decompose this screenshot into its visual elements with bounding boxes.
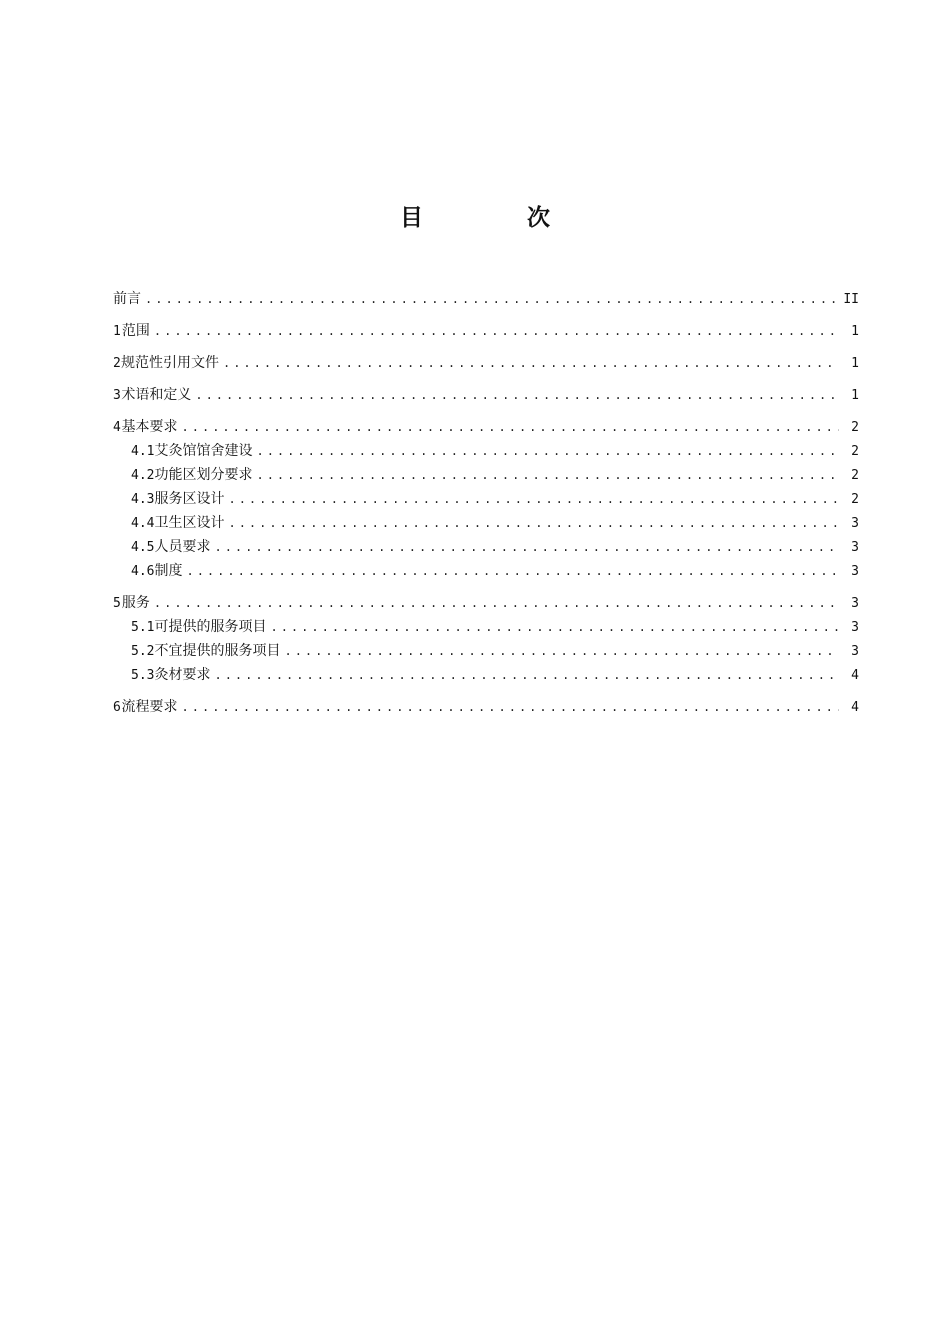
toc-page-number: 3 — [851, 564, 859, 579]
toc-entry-foreword[interactable] — [113, 287, 859, 311]
toc-entry-4-5[interactable] — [113, 535, 859, 559]
dot-leader — [214, 663, 839, 687]
toc-entry-label: 基本要求 — [121, 419, 178, 435]
toc-entry-label: 服务 — [121, 595, 150, 611]
toc-page-number: 1 — [851, 388, 859, 403]
toc-entry-5-3[interactable] — [113, 663, 859, 687]
toc-entry-4-4[interactable] — [113, 511, 859, 535]
dot-leader — [256, 463, 839, 487]
toc-entry-5-2[interactable] — [113, 639, 859, 663]
toc-entry-number: 2 — [113, 356, 121, 371]
toc-page-number: 2 — [851, 444, 859, 459]
toc-entry-number: 4.1 — [131, 444, 155, 459]
toc-entry-3[interactable] — [113, 383, 859, 407]
toc-entry-label: 卫生区设计 — [154, 515, 225, 531]
toc-page-number: 1 — [851, 324, 859, 339]
toc-entry-4-1[interactable] — [113, 439, 859, 463]
dot-leader — [228, 487, 839, 511]
toc-entry-number: 4.6 — [131, 564, 155, 579]
toc-entry-4-2[interactable] — [113, 463, 859, 487]
toc-page-number: 3 — [851, 540, 859, 555]
dot-leader — [182, 695, 839, 719]
page-title: 目 次 — [399, 205, 598, 231]
toc-page-number: 2 — [851, 492, 859, 507]
toc-entry-5-1[interactable] — [113, 615, 859, 639]
toc-entry-4-6[interactable] — [113, 559, 859, 583]
toc-entry-number: 4.5 — [131, 540, 155, 555]
toc-entry-number: 4 — [113, 420, 121, 435]
toc-page-number: 4 — [851, 668, 859, 683]
dot-leader — [223, 351, 839, 375]
toc-entry-number: 4.4 — [131, 516, 155, 531]
dot-leader — [186, 559, 839, 583]
dot-leader — [228, 511, 839, 535]
toc-entry-number: 3 — [113, 388, 121, 403]
toc-entry-4[interactable] — [113, 415, 859, 439]
toc-entry-number: 6 — [113, 700, 121, 715]
toc-page-number: 3 — [851, 516, 859, 531]
dot-leader — [145, 287, 835, 311]
toc-entry-label: 功能区划分要求 — [154, 467, 253, 483]
dot-leader — [182, 415, 839, 439]
toc-entry-label: 艾灸馆馆舍建设 — [154, 443, 253, 459]
toc-entry-1[interactable] — [113, 319, 859, 343]
toc-entry-number: 5.3 — [131, 668, 155, 683]
dot-leader — [214, 535, 839, 559]
toc-entry-2[interactable] — [113, 351, 859, 375]
toc-page-number: 2 — [851, 420, 859, 435]
toc-page-number: II — [843, 292, 859, 307]
toc-entry-label: 流程要求 — [121, 699, 178, 715]
toc-entry-label: 服务区设计 — [154, 491, 225, 507]
dot-leader — [154, 319, 839, 343]
dot-leader — [256, 439, 839, 463]
toc-page-number: 3 — [851, 596, 859, 611]
toc-entry-number: 5.1 — [131, 620, 155, 635]
toc-page-number: 3 — [851, 620, 859, 635]
dot-leader — [195, 383, 839, 407]
table-of-contents — [113, 287, 859, 719]
toc-entry-number: 4.2 — [131, 468, 155, 483]
dot-leader — [270, 615, 839, 639]
toc-page-number: 1 — [851, 356, 859, 371]
toc-entry-label: 范围 — [121, 323, 150, 339]
dot-leader — [284, 639, 839, 663]
toc-entry-number: 5.2 — [131, 644, 155, 659]
toc-entry-label: 前言 — [113, 291, 141, 307]
toc-entry-6[interactable] — [113, 695, 859, 719]
dot-leader — [154, 591, 839, 615]
toc-page-number: 3 — [851, 644, 859, 659]
toc-entry-5[interactable] — [113, 591, 859, 615]
toc-entry-label: 灸材要求 — [154, 667, 211, 683]
toc-entry-label: 人员要求 — [154, 539, 211, 555]
toc-page-number: 4 — [851, 700, 859, 715]
toc-entry-label: 不宜提供的服务项目 — [154, 643, 281, 659]
toc-entry-4-3[interactable] — [113, 487, 859, 511]
toc-entry-label: 制度 — [154, 563, 183, 579]
toc-entry-number: 4.3 — [131, 492, 155, 507]
toc-entry-number: 5 — [113, 596, 121, 611]
toc-entry-label: 术语和定义 — [121, 387, 192, 403]
toc-page-number: 2 — [851, 468, 859, 483]
toc-entry-number: 1 — [113, 324, 121, 339]
toc-entry-label: 可提供的服务项目 — [154, 619, 267, 635]
toc-entry-label: 规范性引用文件 — [120, 355, 219, 371]
